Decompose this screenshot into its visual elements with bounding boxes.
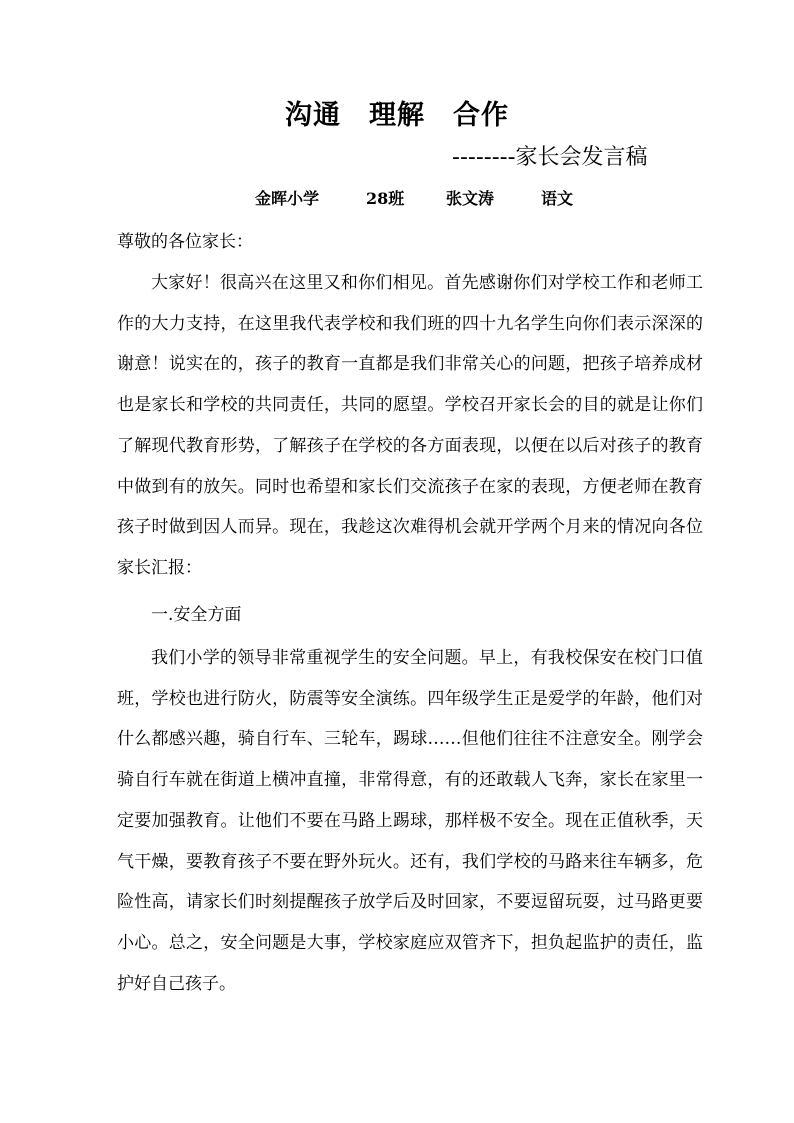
byline-school: 金晖小学	[255, 189, 320, 208]
byline-teacher: 张文涛	[446, 189, 495, 208]
byline-subject: 语文	[541, 189, 574, 208]
document-subtitle: --------家长会发言稿	[452, 145, 648, 170]
document-title: 沟通 理解 合作	[285, 100, 509, 131]
section-heading-safety: 一.安全方面	[151, 605, 242, 625]
paragraph-intro: 大家好！很高兴在这里又和你们相见。首先感谢你们对学校工作和老师工作的大力支持，在这里我代表学校和我们班的四十九名学生向你们表示深深的谢意！说实在的，孩子的教育一直都是我们非常关心的问题，把孩子培养成材也是家长和学校的共同责任，共同的愿望。学校召开家长会的目的就是让你们了解现代教育形势，了解孩子在学校的各方面表现，以便在以后对孩子的教育中做到有的放矢。同时也希望和家长们交流孩子在家的表现，方便老师在教育孩子时做到因人而异。现在，我趁这次难得机会就开学两个月来的情况向各位家长汇报：	[117, 273, 703, 578]
byline-class: 28班	[366, 189, 405, 208]
paragraph-safety: 我们小学的领导非常重视学生的安全问题。早上，有我校保安在校门口值班，学校也进行防火，防震等安全演练。四年级学生正是爱学的年龄，他们对什么都感兴趣，骑自行车、三轮车，踢球……但他们往往不注意安全。刚学会骑自行车就在街道上横冲直撞，非常得意，有的还敢载人飞奔，家长在家里一定要加强教育。让他们不要在马路上踢球，那样极不安全。现在正值秋季，天气干燥，要教育孩子不要在野外玩火。还有，我们学校的马路来往车辆多，危险性高，请家长们时刻提醒孩子放学后及时回家，不要逗留玩耍，过马路更要小心。总之，安全问题是大事，学校家庭应双管齐下，担负起监护的责任，监护好自己孩子。	[117, 648, 703, 994]
byline	[0, 184, 794, 214]
greeting: 尊敬的各位家长：	[117, 232, 253, 252]
